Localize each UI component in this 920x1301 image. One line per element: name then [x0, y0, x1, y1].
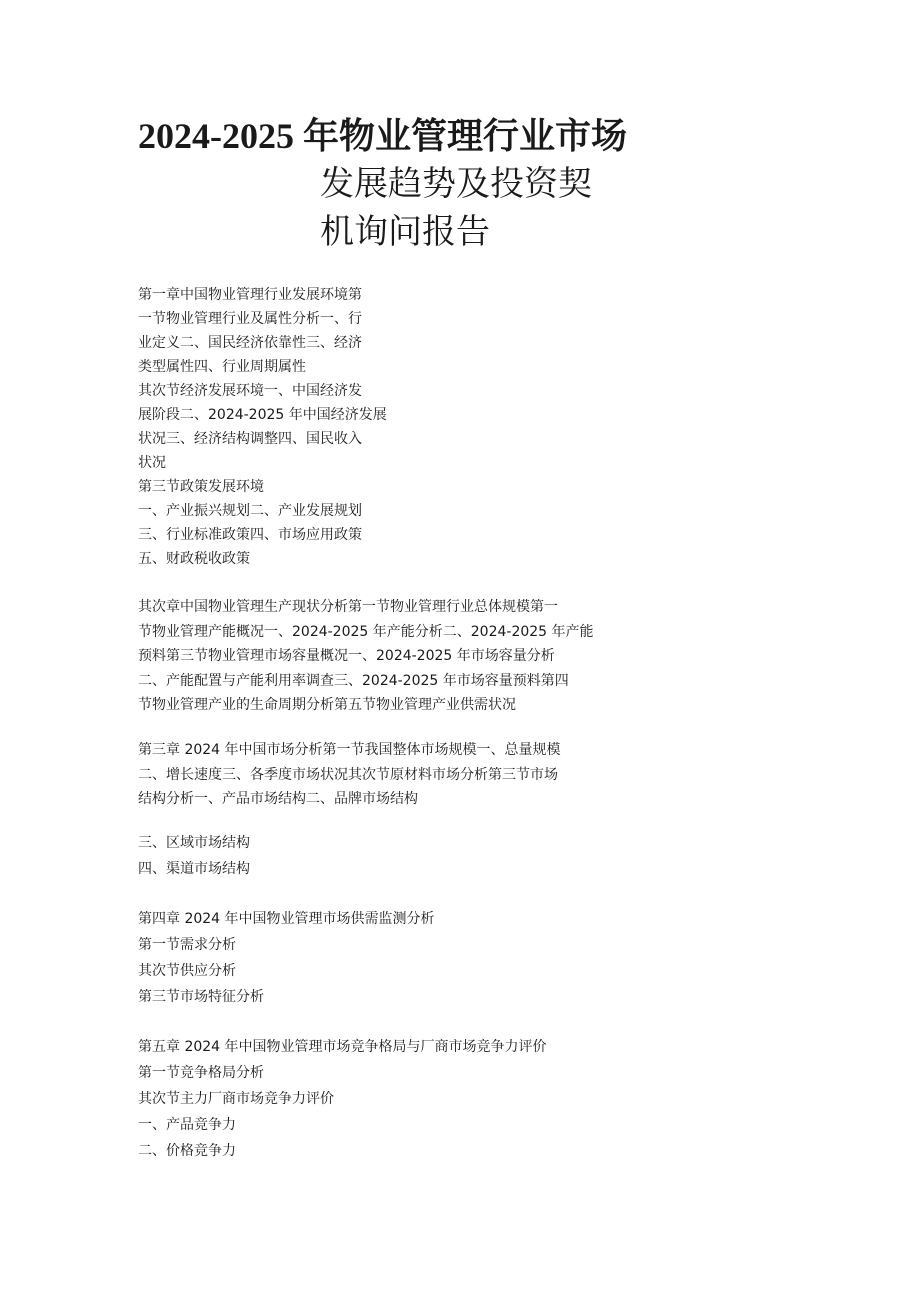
toc-line: 五、财政税收政策 [138, 551, 250, 567]
toc-line: 第三章 2024 年中国市场分析第一节我国整体市场规模一、总量规模 [138, 742, 561, 758]
toc-line: 其次章中国物业管理生产现状分析第一节物业管理行业总体规模第一 [138, 599, 558, 615]
title-line-3: 机询问报告 [320, 212, 490, 252]
toc-line: 第一节竞争格局分析 [138, 1065, 264, 1081]
title-line-2: 发展趋势及投资契 [320, 164, 592, 204]
toc-chapter-3-continued [138, 830, 608, 882]
toc-line: 第一章中国物业管理行业发展环境第 [138, 287, 362, 303]
toc-line: 一、产品竞争力 [138, 1117, 236, 1133]
toc-line: 其次节经济发展环境一、中国经济发 [138, 383, 362, 399]
toc-line: 二、产能配置与产能利用率调查三、2024-2025 年市场容量预料第四 [138, 672, 569, 689]
toc-line: 状况三、经济结构调整四、国民收入 [138, 431, 362, 447]
toc-line: 三、区域市场结构 [138, 835, 250, 851]
toc-line: 四、渠道市场结构 [138, 861, 250, 877]
toc-line: 第三节政策发展环境 [138, 479, 264, 495]
toc-line: 状况 [138, 455, 166, 471]
title-line-1: 2024-2025 年物业管理行业市场 [138, 116, 627, 156]
toc-line: 第五章 2024 年中国物业管理市场竞争格局与厂商市场竞争力评价 [138, 1039, 547, 1055]
toc-line: 结构分析一、产品市场结构二、品牌市场结构 [138, 791, 418, 807]
toc-line: 一、产业振兴规划二、产业发展规划 [138, 503, 362, 519]
toc-line: 节物业管理产业的生命周期分析第五节物业管理产业供需状况 [138, 697, 516, 713]
toc-line: 预料第三节物业管理市场容量概况一、2024-2025 年市场容量分析 [138, 648, 555, 664]
toc-line: 二、价格竞争力 [138, 1143, 236, 1159]
toc-line: 业定义二、国民经济依靠性三、经济 [138, 335, 362, 351]
toc-line: 二、增长速度三、各季度市场状况其次节原材料市场分析第三节市场 [138, 766, 558, 783]
toc-chapter-1 [138, 283, 608, 571]
toc-line: 一节物业管理行业及属性分析一、行 [138, 311, 362, 327]
toc-line: 第一节需求分析 [138, 937, 236, 953]
toc-line: 三、行业标准政策四、市场应用政策 [138, 527, 362, 543]
report-title [138, 112, 627, 256]
toc-line: 其次节供应分析 [138, 963, 236, 979]
toc-chapter-4 [138, 906, 608, 1010]
toc-chapter-5 [138, 1034, 608, 1164]
toc-line: 第三节市场特征分析 [138, 989, 264, 1005]
toc-line: 第四章 2024 年中国物业管理市场供需监测分析 [138, 911, 435, 927]
toc-line: 节物业管理产能概况一、2024-2025 年产能分析二、2024-2025 年产能 [138, 623, 594, 640]
toc-line: 展阶段二、2024-2025 年中国经济发展 [138, 407, 387, 423]
toc-chapter-3 [138, 738, 608, 812]
toc-chapter-2 [138, 595, 608, 718]
toc-line: 类型属性四、行业周期属性 [138, 359, 306, 375]
toc-line: 其次节主力厂商市场竞争力评价 [138, 1091, 334, 1107]
